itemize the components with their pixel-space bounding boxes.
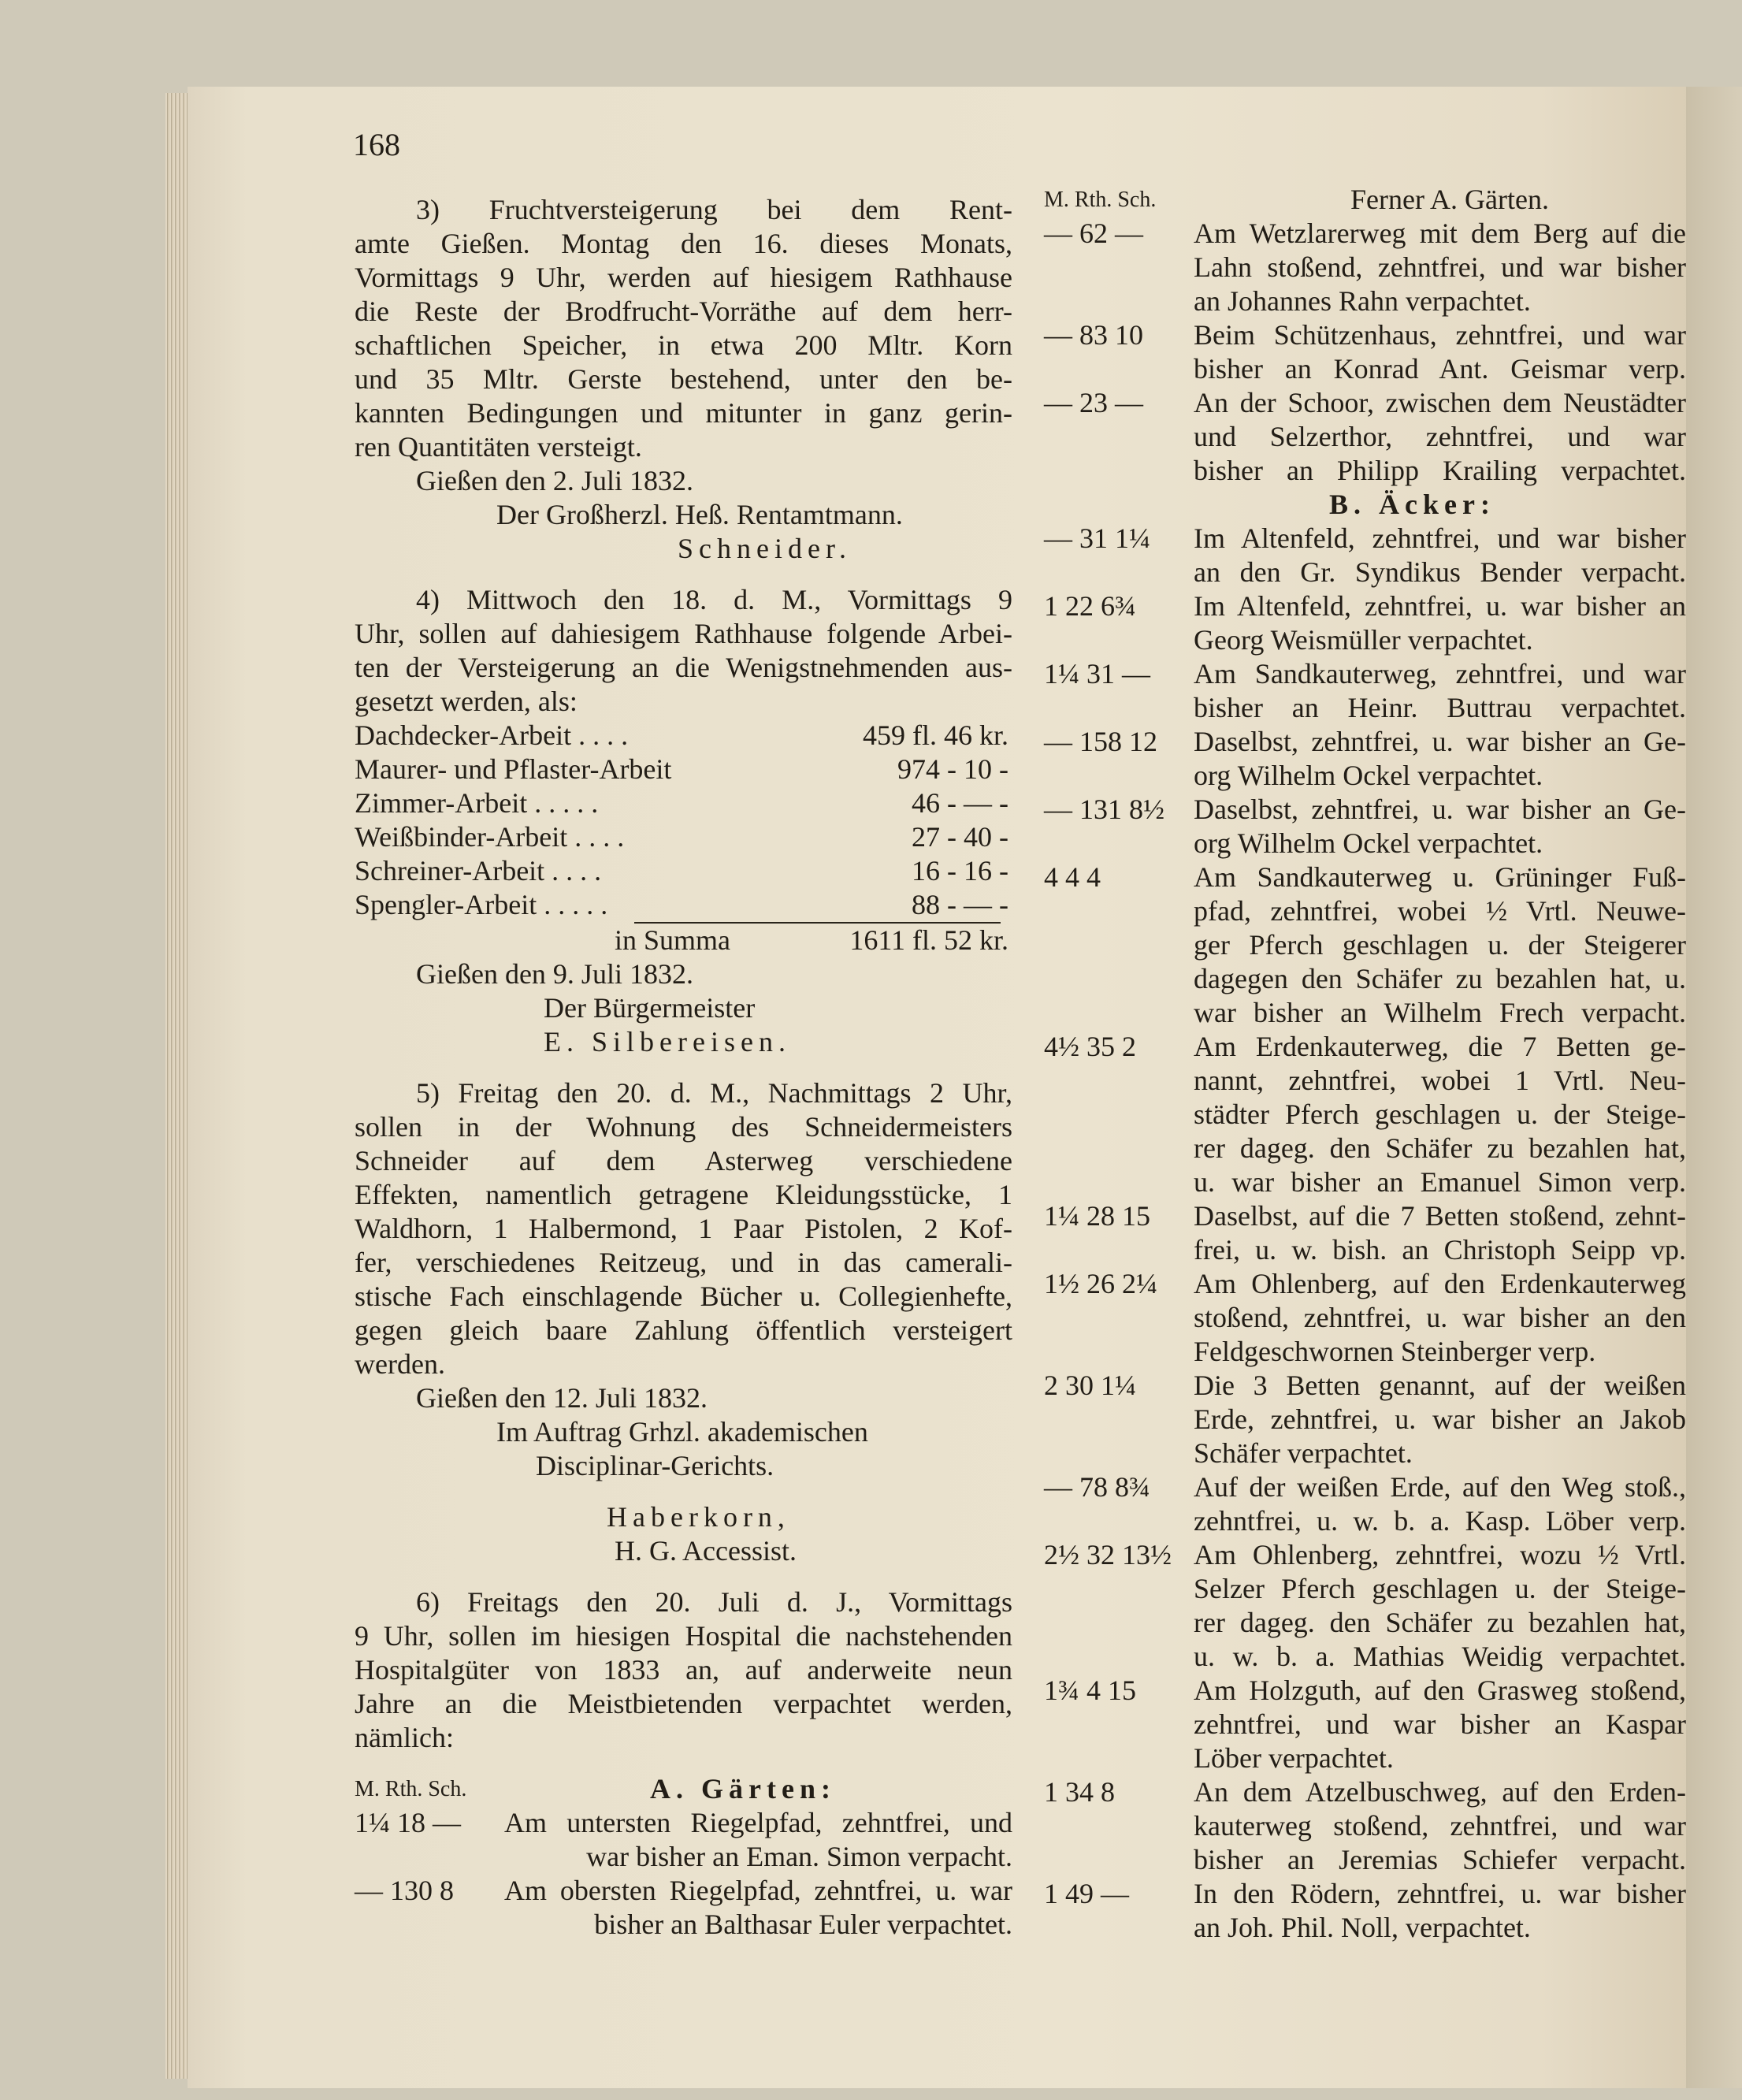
measure: — 31 1¼ bbox=[1044, 522, 1150, 554]
signature-title: Der Großherzl. Heß. Rentamtmann. bbox=[496, 499, 903, 530]
entry-line: Am Erdenkauterweg, die 7 Betten ge- bbox=[1194, 1031, 1686, 1062]
entry-line: Beim Schützenhaus, zehntfrei, und war bbox=[1194, 319, 1686, 351]
measure: 2 30 1¼ bbox=[1044, 1370, 1136, 1401]
text-line: 6) Freitags den 20. Juli d. J., Vormittags bbox=[416, 1586, 1012, 1618]
text-line: Vormittags 9 Uhr, werden auf hiesigem Rathhause bbox=[355, 262, 1012, 293]
entry-line: Daselbst, zehntfrei, u. war bisher an Ge- bbox=[1194, 726, 1686, 757]
list-item bbox=[1044, 657, 1686, 725]
entry-line: an Joh. Phil. Noll, verpachtet. bbox=[1194, 1912, 1531, 1943]
entry-line: bisher an Heinr. Buttrau verpachtet. bbox=[1194, 692, 1686, 723]
section-title: A. Gärten: bbox=[650, 1773, 836, 1805]
list-item bbox=[355, 1874, 1012, 1942]
entry-line: An dem Atzelbuschweg, auf den Erden- bbox=[1194, 1776, 1686, 1808]
entry-line: Georg Weismüller verpachtet. bbox=[1194, 624, 1533, 656]
text-line: sollen in der Wohnung des Schneidermeisters bbox=[355, 1111, 1012, 1143]
entry-line: Auf der weißen Erde, auf den Weg stoß., bbox=[1194, 1471, 1686, 1503]
text-line: nämlich: bbox=[355, 1722, 454, 1753]
row-value: 27 - 40 - bbox=[912, 821, 1008, 853]
table-row bbox=[355, 854, 1012, 888]
units-label: M. Rth. Sch. bbox=[1044, 188, 1157, 212]
list-item bbox=[1044, 1267, 1686, 1369]
text-line: 5) Freitag den 20. d. M., Nachmittags 2 Uhr, bbox=[416, 1077, 1012, 1109]
table-row bbox=[355, 753, 1012, 786]
signature-name: Haberkorn, bbox=[607, 1501, 790, 1533]
text-line: Waldhorn, 1 Halbermond, 1 Paar Pistolen, 2 Kof- bbox=[355, 1213, 1012, 1244]
measure: — 158 12 bbox=[1044, 726, 1157, 757]
item-6 bbox=[355, 1585, 1012, 1942]
entry-line: Am obersten Riegelpfad, zehntfrei, u. war bbox=[504, 1875, 1012, 1906]
total-value: 1611 fl. 52 kr. bbox=[849, 924, 1008, 956]
row-value: 459 fl. 46 kr. bbox=[863, 719, 1008, 751]
entry-line: org Wilhelm Ockel verpachtet. bbox=[1194, 827, 1543, 859]
entry-line: Am untersten Riegelpfad, zehntfrei, und bbox=[504, 1807, 1012, 1838]
entry-line: u. war bisher an Emanuel Simon verp. bbox=[1194, 1166, 1686, 1198]
units-label: M. Rth. Sch. bbox=[355, 1777, 467, 1801]
text-line: amte Gießen. Montag den 16. dieses Monats, bbox=[355, 228, 1012, 259]
list-item bbox=[1044, 1369, 1686, 1470]
page-number: 168 bbox=[353, 127, 400, 162]
measure: — 83 10 bbox=[1044, 319, 1143, 351]
text-line: 9 Uhr, sollen im hiesigen Hospital die nachstehenden bbox=[355, 1620, 1012, 1652]
section-title: B. Äcker: bbox=[1329, 489, 1495, 520]
list-item bbox=[1044, 589, 1686, 657]
row-label: Spengler-Arbeit . . . . . bbox=[355, 889, 608, 920]
measure: — 78 8¾ bbox=[1044, 1471, 1150, 1503]
entry-line: bisher an Jeremias Schiefer verpacht. bbox=[1194, 1844, 1686, 1875]
text-line: Schneider auf dem Asterweg verschiedene bbox=[355, 1145, 1012, 1176]
left-column bbox=[355, 193, 1012, 1942]
entry-line: pfad, zehntfrei, wobei ½ Vrtl. Neuwe- bbox=[1194, 895, 1686, 927]
text-line: und 35 Mltr. Gerste bestehend, unter den be- bbox=[355, 363, 1012, 395]
entry-line: Schäfer verpachtet. bbox=[1194, 1437, 1413, 1469]
list-item bbox=[1044, 1775, 1686, 1877]
item-3 bbox=[355, 193, 1012, 566]
entry-line: nannt, zehntfrei, wobei 1 Vrtl. Neu- bbox=[1194, 1065, 1686, 1096]
entry-line: zehntfrei, und war bisher an Kaspar bbox=[1194, 1708, 1686, 1740]
list-item bbox=[1044, 1538, 1686, 1674]
entry-line: kauterweg stoßend, zehntfrei, und war bbox=[1194, 1810, 1686, 1842]
table-row bbox=[355, 719, 1012, 753]
dateline: Gießen den 2. Juli 1832. bbox=[416, 465, 693, 496]
entry-line: Am Ohlenberg, zehntfrei, wozu ½ Vrtl. bbox=[1194, 1539, 1686, 1570]
signature-name: E. Silbereisen. bbox=[544, 1026, 791, 1057]
section-title: Ferner A. Gärten. bbox=[1350, 184, 1549, 215]
entry-line: städter Pferch geschlagen u. der Steige- bbox=[1194, 1098, 1686, 1130]
text-line: gesetzt werden, als: bbox=[355, 686, 578, 717]
measure: 4½ 35 2 bbox=[1044, 1031, 1136, 1062]
dateline: Gießen den 9. Juli 1832. bbox=[416, 958, 693, 990]
measure: — 130 8 bbox=[355, 1875, 454, 1906]
total-label: in Summa bbox=[615, 924, 731, 956]
list-item bbox=[1044, 793, 1686, 860]
text-line: stische Fach einschlagende Bücher u. Collegienhefte, bbox=[355, 1280, 1012, 1312]
text-line: schaftlichen Speicher, in etwa 200 Mltr. Korn bbox=[355, 329, 1012, 361]
entry-line: Im Altenfeld, zehntfrei, und war bisher bbox=[1194, 522, 1686, 554]
entry-line: org Wilhelm Ockel verpachtet. bbox=[1194, 760, 1543, 791]
measure: 2½ 32 13½ bbox=[1044, 1539, 1172, 1570]
list-item bbox=[1044, 217, 1686, 318]
entry-line: dagegen den Schäfer zu bezahlen hat, u. bbox=[1194, 963, 1686, 994]
entry-line: In den Rödern, zehntfrei, u. war bisher bbox=[1194, 1878, 1686, 1909]
entry-line: An der Schoor, zwischen dem Neustädter bbox=[1194, 387, 1686, 418]
signature-title: Im Auftrag Grhzl. akademischen bbox=[496, 1416, 868, 1448]
row-label: Dachdecker-Arbeit . . . . bbox=[355, 719, 629, 751]
text-line: ten der Versteigerung an die Wenigstnehmenden aus- bbox=[355, 652, 1012, 683]
table-row bbox=[355, 820, 1012, 854]
text-line: Effekten, namentlich getragene Kleidungsstücke, 1 bbox=[355, 1179, 1012, 1210]
entry-line: Die 3 Betten genannt, auf der weißen bbox=[1194, 1370, 1686, 1401]
entry-line: Am Holzguth, auf den Grasweg stoßend, bbox=[1194, 1674, 1686, 1706]
text-line: 4) Mittwoch den 18. d. M., Vormittags 9 bbox=[416, 584, 1012, 615]
page-stack-edge bbox=[165, 93, 189, 2079]
list-item bbox=[1044, 386, 1686, 488]
table-row bbox=[355, 888, 1012, 922]
measure: 1¼ 31 — bbox=[1044, 658, 1150, 689]
cost-table bbox=[355, 719, 1012, 957]
gaerten-header bbox=[1044, 183, 1686, 217]
entry-line: Erde, zehntfrei, u. war bisher an Jakob bbox=[1194, 1403, 1686, 1435]
measure: — 62 — bbox=[1044, 217, 1143, 249]
text-line: Hospitalgüter von 1833 an, auf anderweite neun bbox=[355, 1654, 1012, 1686]
item-5 bbox=[355, 1076, 1012, 1568]
gutter-shadow bbox=[1686, 87, 1742, 2088]
list-item bbox=[1044, 1877, 1686, 1945]
row-label: Weißbinder-Arbeit . . . . bbox=[355, 821, 625, 853]
measure: — 23 — bbox=[1044, 387, 1143, 418]
entry-line: Daselbst, auf die 7 Betten stoßend, zehnt- bbox=[1194, 1200, 1686, 1232]
list-item bbox=[1044, 1674, 1686, 1775]
list-item bbox=[1044, 860, 1686, 1030]
text-line: Jahre an die Meistbietenden verpachtet werden, bbox=[355, 1688, 1012, 1719]
entry-line: war bisher an Eman. Simon verpacht. bbox=[586, 1841, 1012, 1872]
row-value: 46 - — - bbox=[912, 787, 1008, 819]
entry-line: war bisher an Wilhelm Frech verpacht. bbox=[1194, 997, 1686, 1028]
text-line: gegen gleich baare Zahlung öffentlich versteigert bbox=[355, 1314, 1012, 1346]
row-label: Schreiner-Arbeit . . . . bbox=[355, 855, 602, 886]
entry-line: zehntfrei, u. w. b. a. Kasp. Löber verp. bbox=[1194, 1505, 1686, 1537]
table-row bbox=[355, 786, 1012, 820]
signature-name: Schneider. bbox=[678, 533, 852, 564]
gaerten-header bbox=[355, 1772, 1012, 1806]
entry-line: Am Ohlenberg, auf den Erdenkauterweg bbox=[1194, 1268, 1686, 1299]
measure: 1 34 8 bbox=[1044, 1776, 1115, 1808]
row-value: 974 - 10 - bbox=[897, 753, 1008, 785]
entry-line: bisher an Balthasar Euler verpachtet. bbox=[594, 1909, 1012, 1940]
entry-line: bisher an Konrad Ant. Geismar verp. bbox=[1194, 353, 1686, 385]
measure: 1¾ 4 15 bbox=[1044, 1674, 1136, 1706]
signature-title: H. G. Accessist. bbox=[615, 1535, 797, 1567]
measure: 4 4 4 bbox=[1044, 861, 1101, 893]
entry-line: an den Gr. Syndikus Bender verpacht. bbox=[1194, 556, 1686, 588]
entry-line: Am Sandkauterweg u. Grüninger Fuß- bbox=[1194, 861, 1686, 893]
text-line: die Reste der Brodfrucht-Vorräthe auf dem herr- bbox=[355, 295, 1012, 327]
list-item bbox=[355, 1806, 1012, 1874]
measure: 1¼ 18 — bbox=[355, 1807, 461, 1838]
entry-line: Am Wetzlarerweg mit dem Berg auf die bbox=[1194, 217, 1686, 249]
table-total-row bbox=[355, 924, 1012, 957]
entry-line: Am Sandkauterweg, zehntfrei, und war bbox=[1194, 658, 1686, 689]
entry-line: an Johannes Rahn verpachtet. bbox=[1194, 285, 1531, 317]
entry-line: Löber verpachtet. bbox=[1194, 1742, 1394, 1774]
entry-line: Im Altenfeld, zehntfrei, u. war bisher an bbox=[1194, 590, 1686, 622]
entry-line: u. w. b. a. Mathias Weidig verpachtet. bbox=[1194, 1641, 1686, 1672]
row-value: 16 - 16 - bbox=[912, 855, 1008, 886]
measure: 1½ 26 2¼ bbox=[1044, 1268, 1157, 1299]
entry-line: rer dageg. den Schäfer zu bezahlen hat, bbox=[1194, 1132, 1686, 1164]
list-item bbox=[1044, 318, 1686, 386]
list-item bbox=[1044, 1470, 1686, 1538]
entry-line: Feldgeschwornen Steinberger verp. bbox=[1194, 1336, 1596, 1367]
text-line: 3) Fruchtversteigerung bei dem Rent- bbox=[416, 194, 1012, 225]
entry-line: Selzer Pferch geschlagen u. der Steige- bbox=[1194, 1573, 1686, 1604]
list-item bbox=[1044, 725, 1686, 793]
entry-line: bisher an Philipp Krailing verpachtet. bbox=[1194, 455, 1686, 486]
measure: 1 49 — bbox=[1044, 1878, 1129, 1909]
entry-line: stoßend, zehntfrei, u. war bisher an den bbox=[1194, 1302, 1686, 1333]
row-value: 88 - — - bbox=[912, 889, 1008, 920]
entry-line: frei, u. w. bish. an Christoph Seipp vp. bbox=[1194, 1234, 1686, 1266]
list-item bbox=[1044, 1030, 1686, 1199]
measure: 1¼ 28 15 bbox=[1044, 1200, 1150, 1232]
right-column bbox=[1044, 183, 1686, 1945]
list-item bbox=[1044, 1199, 1686, 1267]
list-item bbox=[1044, 522, 1686, 589]
entry-line: und Selzerthor, zehntfrei, und war bbox=[1194, 421, 1686, 452]
item-4 bbox=[355, 583, 1012, 1059]
text-line: Uhr, sollen auf dahiesigem Rathhause folgende Arbei- bbox=[355, 618, 1012, 649]
signature-title: Der Bürgermeister bbox=[544, 992, 756, 1024]
row-label: Maurer- und Pflaster-Arbeit bbox=[355, 753, 672, 785]
text-line: fer, verschiedenes Reitzeug, und in das camerali- bbox=[355, 1247, 1012, 1278]
measure: 1 22 6¾ bbox=[1044, 590, 1136, 622]
entry-line: ger Pferch geschlagen u. der Steigerer bbox=[1194, 929, 1686, 961]
text-line: ren Quantitäten versteigt. bbox=[355, 431, 642, 463]
text-line: werden. bbox=[355, 1348, 445, 1380]
entry-line: Lahn stoßend, zehntfrei, und war bisher bbox=[1194, 251, 1686, 283]
dateline: Gießen den 12. Juli 1832. bbox=[416, 1382, 708, 1414]
signature-title: Disciplinar-Gerichts. bbox=[536, 1450, 774, 1481]
entry-line: Daselbst, zehntfrei, u. war bisher an Ge- bbox=[1194, 794, 1686, 825]
measure: — 131 8½ bbox=[1044, 794, 1164, 825]
row-label: Zimmer-Arbeit . . . . . bbox=[355, 787, 599, 819]
text-line: kannten Bedingungen und mitunter in ganz gerin- bbox=[355, 397, 1012, 429]
entry-line: rer dageg. den Schäfer zu bezahlen hat, bbox=[1194, 1607, 1686, 1638]
